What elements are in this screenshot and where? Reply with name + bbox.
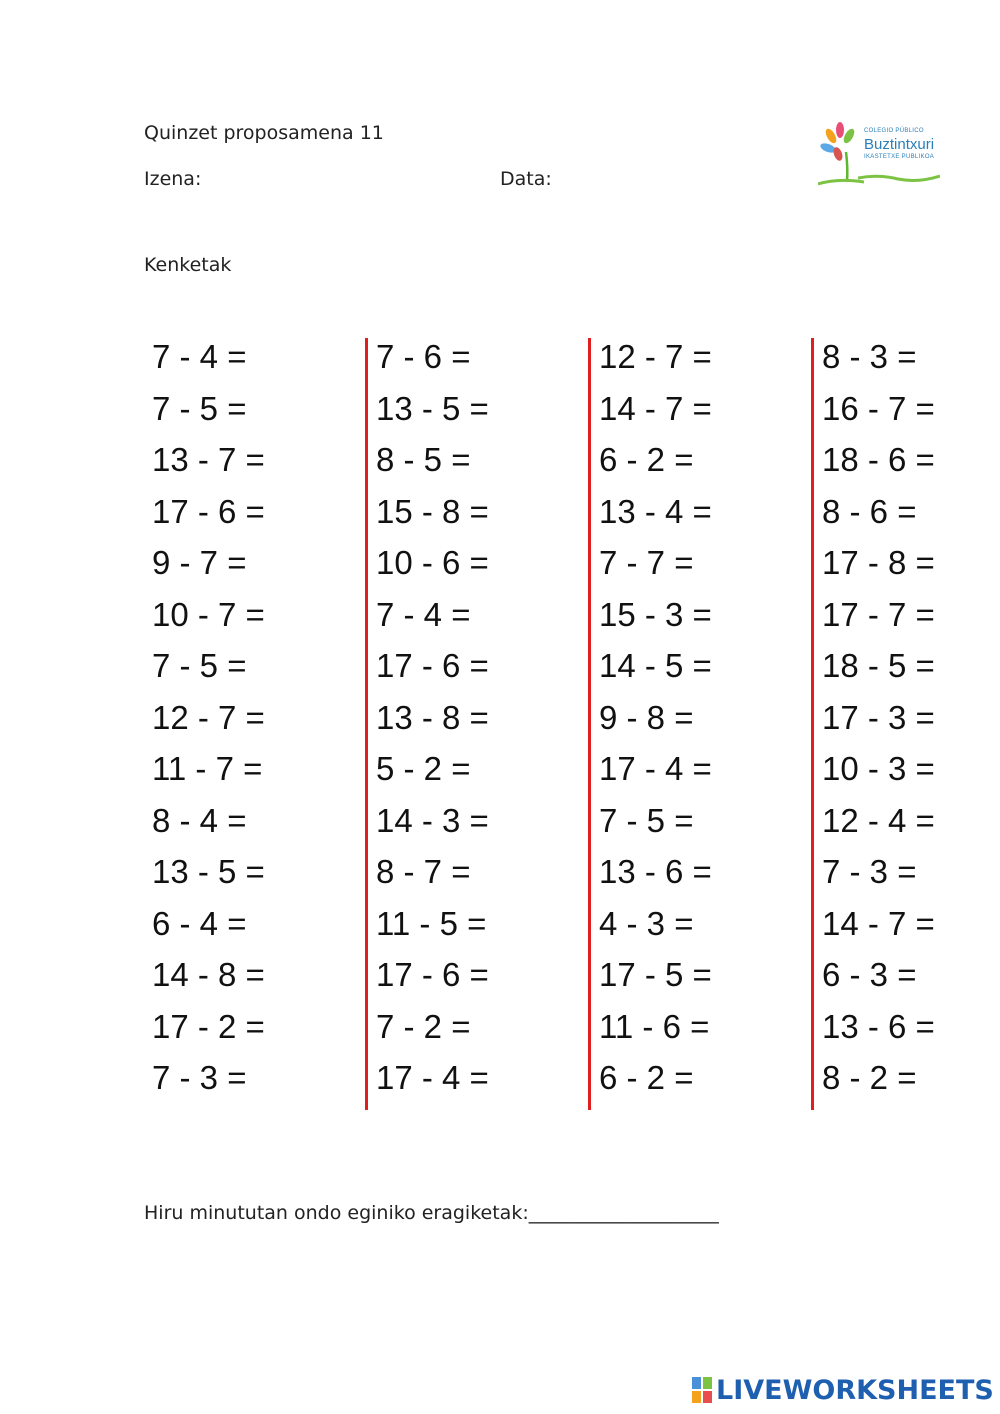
problem-column-3 [599, 335, 712, 1108]
subtraction-problem: 8 - 3 = [822, 338, 917, 375]
problem-column-4 [822, 335, 935, 1108]
subtraction-problem: 17 - 2 = [152, 1007, 265, 1045]
subtraction-problem: 9 - 8 = [599, 698, 694, 736]
subtraction-problem: 15 - 3 = [599, 595, 712, 633]
subtraction-problem: 13 - 4 = [599, 492, 712, 530]
subtraction-problem: 12 - 7 = [599, 338, 712, 375]
subtraction-problem: 16 - 7 = [822, 389, 935, 427]
subtraction-problem: 14 - 8 = [152, 956, 265, 993]
subtraction-problem: 10 - 3 = [822, 750, 935, 787]
subtraction-problem: 7 - 4 = [376, 595, 471, 633]
subtraction-problem: 14 - 3 = [376, 801, 489, 839]
subtraction-problem: 6 - 4 = [152, 904, 247, 942]
subtraction-problem: 17 - 4 = [599, 750, 712, 787]
problem-column-1 [152, 335, 265, 1108]
subtraction-problem: 7 - 6 = [376, 338, 471, 375]
subtraction-problem: 14 - 7 = [822, 904, 935, 942]
liveworksheets-icon [692, 1377, 712, 1403]
grass-icon [858, 170, 940, 186]
subtraction-problem: 9 - 7 = [152, 544, 247, 581]
subtraction-problem: 11 - 6 = [599, 1007, 710, 1045]
subtraction-problem: 12 - 7 = [152, 698, 265, 736]
subtraction-problem: 7 - 2 = [376, 1007, 471, 1045]
column-divider [811, 338, 814, 1110]
subtraction-problem: 6 - 2 = [599, 441, 694, 478]
name-label: Izena: [144, 168, 202, 190]
subtraction-problem: 7 - 4 = [152, 338, 247, 375]
subtraction-problem: 10 - 7 = [152, 595, 265, 633]
section-title: Kenketak [144, 254, 232, 276]
date-label: Data: [500, 168, 552, 190]
subtraction-problem: 7 - 7 = [599, 544, 694, 581]
subtraction-problem: 11 - 5 = [376, 904, 487, 942]
subtraction-problem: 7 - 5 = [599, 801, 694, 839]
subtraction-problem: 8 - 7 = [376, 853, 471, 890]
subtraction-problem: 7 - 5 = [152, 647, 247, 684]
subtraction-problem: 18 - 6 = [822, 441, 935, 478]
subtraction-problem: 13 - 5 = [376, 389, 489, 427]
score-line: Hiru minututan ondo eginiko eragiketak:____________________ [144, 1202, 719, 1224]
subtraction-problem: 6 - 3 = [822, 956, 917, 993]
subtraction-problem: 17 - 7 = [822, 595, 935, 633]
subtraction-problem: 12 - 4 = [822, 801, 935, 839]
subtraction-problem: 17 - 8 = [822, 544, 935, 581]
subtraction-problem: 17 - 3 = [822, 698, 935, 736]
liveworksheets-wordmark: LIVEWORKSHEETS [716, 1374, 994, 1406]
subtraction-problem: 13 - 7 = [152, 441, 265, 478]
subtraction-problem: 17 - 6 = [376, 647, 489, 684]
subtraction-problem: 14 - 7 = [599, 389, 712, 427]
subtraction-problem: 17 - 5 = [599, 956, 712, 993]
worksheet-title: Quinzet proposamena 11 [144, 122, 384, 144]
column-divider [365, 338, 368, 1110]
school-logo [818, 118, 940, 190]
subtraction-problem: 11 - 7 = [152, 750, 263, 787]
subtraction-problem: 6 - 2 = [599, 1059, 694, 1096]
subtraction-problem: 7 - 3 = [822, 853, 917, 890]
liveworksheets-logo [692, 1372, 994, 1408]
subtraction-problem: 7 - 3 = [152, 1059, 247, 1096]
subtraction-problem: 13 - 6 = [822, 1007, 935, 1045]
logo-school-name: Buztintxuri [864, 136, 935, 153]
subtraction-problem: 13 - 6 = [599, 853, 712, 890]
subtraction-problem: 18 - 5 = [822, 647, 935, 684]
subtraction-problem: 13 - 8 = [376, 698, 489, 736]
subtraction-problem: 10 - 6 = [376, 544, 489, 581]
logo-sub-text: IKASTETXE PUBLIKOA [864, 154, 935, 160]
subtraction-problem: 13 - 5 = [152, 853, 265, 890]
subtraction-problem: 17 - 4 = [376, 1059, 489, 1096]
subtraction-problem: 8 - 6 = [822, 492, 917, 530]
subtraction-problem: 7 - 5 = [152, 389, 247, 427]
logo-top-text: COLEGIO PÚBLICO [864, 128, 924, 134]
problem-column-2 [376, 335, 489, 1108]
subtraction-problem: 17 - 6 = [152, 492, 265, 530]
subtraction-problem: 8 - 2 = [822, 1059, 917, 1096]
subtraction-problem: 5 - 2 = [376, 750, 471, 787]
subtraction-problem: 4 - 3 = [599, 904, 694, 942]
subtraction-problem: 17 - 6 = [376, 956, 489, 993]
subtraction-problem: 8 - 4 = [152, 801, 247, 839]
subtraction-problem: 14 - 5 = [599, 647, 712, 684]
subtraction-problem: 8 - 5 = [376, 441, 471, 478]
subtraction-problem: 15 - 8 = [376, 492, 489, 530]
column-divider [588, 338, 591, 1110]
